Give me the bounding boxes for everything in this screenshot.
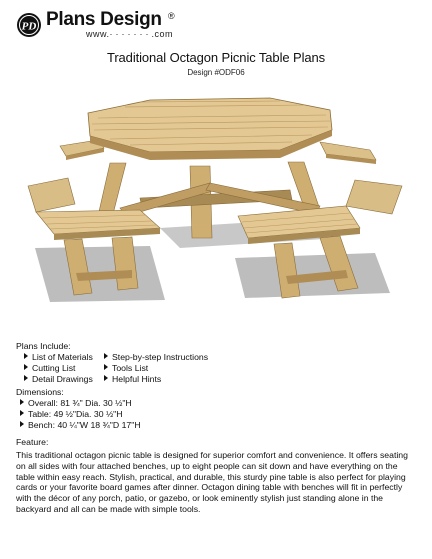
dimensions-heading: Dimensions: [16,387,64,397]
design-number: Design #ODF06 [187,68,245,77]
list-item: Table: 49 ½"Dia. 30 ½"H [20,409,141,420]
plans-design-logo-icon [16,12,42,38]
list-item: Step-by-step Instructions [104,352,208,363]
back-bench-right [320,142,376,164]
feature-description: This traditional octagon picnic table is designed for superior comfort and convenience. It offers seating on all sides with four attached benches, up to eight people can sit down and have everything on the table within easy reach. Stylish, practical, and durable, this sturdy pine table is also perfect for playing cards or your favorite board games after dinner. Octagon dining table with benches will fit in perfectly with the décor of any porch, patio, or gazebo, or look eminently stylish just standing alone in the backyard and all can be made with simple tools. [16,450,408,514]
list-item: Bench: 40 ¼"W 18 ¾"D 17"H [20,420,141,431]
bullet-arrow-icon [24,364,28,370]
dimensions-list [20,398,141,431]
brand-url: www.·······.com [86,29,174,39]
brand-name: Plans Design [46,9,162,30]
bullet-arrow-icon [20,399,24,405]
bullet-arrow-icon [24,375,28,381]
bullet-arrow-icon [24,353,28,359]
picnic-table-illustration [20,88,412,328]
list-item: Detail Drawings [24,374,93,385]
svg-text:PD: PD [21,20,37,33]
list-item: Tools List [104,363,208,374]
list-item: List of Materials [24,352,93,363]
feature-heading: Feature: [16,437,49,447]
list-item: Overall: 81 ¾" Dia. 30 ½"H [20,398,141,409]
bullet-arrow-icon [104,364,108,370]
plans-include-heading: Plans Include: [16,341,71,351]
list-item: Cutting List [24,363,93,374]
table-top [88,98,332,160]
bullet-arrow-icon [104,353,108,359]
bullet-arrow-icon [104,375,108,381]
registered-mark: ® [168,11,175,21]
page-title: Traditional Octagon Picnic Table Plans [106,50,326,65]
bullet-arrow-icon [20,421,24,427]
list-item: Helpful Hints [104,374,208,385]
bullet-arrow-icon [20,410,24,416]
plans-include-left-list [24,352,93,385]
plans-include-right-list [104,352,208,385]
